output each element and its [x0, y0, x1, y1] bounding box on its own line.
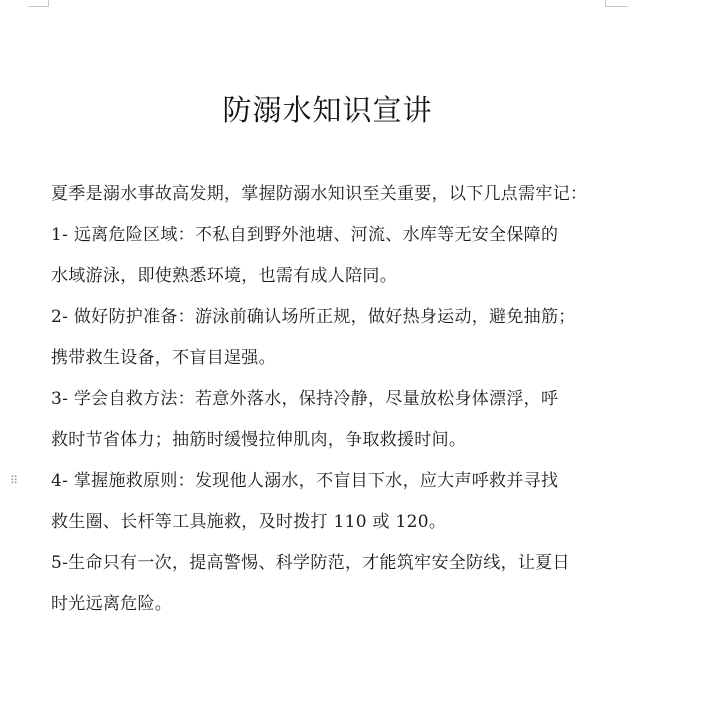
- text-line: 2- 做好防护准备：游泳前确认场所正规，做好热身运动，避免抽筋；: [51, 307, 576, 327]
- paragraph-conclusion[interactable]: [51, 543, 611, 625]
- text-line: 救时节省体力；抽筋时缓慢拉伸肌肉，争取救援时间。: [51, 430, 467, 450]
- paragraph-item-2[interactable]: [51, 297, 611, 379]
- text-line: 3- 学会自救方法：若意外落水，保持冷静，尽量放松身体漂浮，呼: [51, 389, 559, 409]
- text-line: 救生圈、长杆等工具施救，及时拨打 110 或 120。: [51, 512, 447, 532]
- text-line: 水域游泳，即使熟悉环境，也需有成人陪同。: [51, 266, 397, 286]
- paragraph-item-4[interactable]: [51, 461, 611, 543]
- drag-handle-icon[interactable]: ⠿: [10, 474, 20, 487]
- page-corner-mark-right: [605, 0, 628, 7]
- text-line: 夏季是溺水事故高发期，掌握防溺水知识至关重要，以下几点需牢记：: [51, 184, 588, 204]
- text-line: 4- 掌握施救原则：发现他人溺水，不盲目下水，应大声呼救并寻找: [51, 471, 559, 491]
- paragraph-intro[interactable]: [51, 174, 611, 215]
- paragraph-item-3[interactable]: [51, 379, 611, 461]
- text-line: 携带救生设备，不盲目逞强。: [51, 348, 276, 368]
- paragraph-item-1[interactable]: [51, 215, 611, 297]
- text-line: 时光远离危险。: [51, 594, 173, 614]
- document-title[interactable]: 防溺水知识宣讲: [222, 93, 433, 127]
- page-corner-mark-left: [28, 0, 49, 7]
- text-line: 1- 远离危险区域：不私自到野外池塘、河流、水库等无安全保障的: [51, 225, 559, 245]
- document-body: [51, 174, 611, 625]
- text-line: 5-生命只有一次，提高警惕、科学防范，才能筑牢安全防线，让夏日: [51, 553, 570, 573]
